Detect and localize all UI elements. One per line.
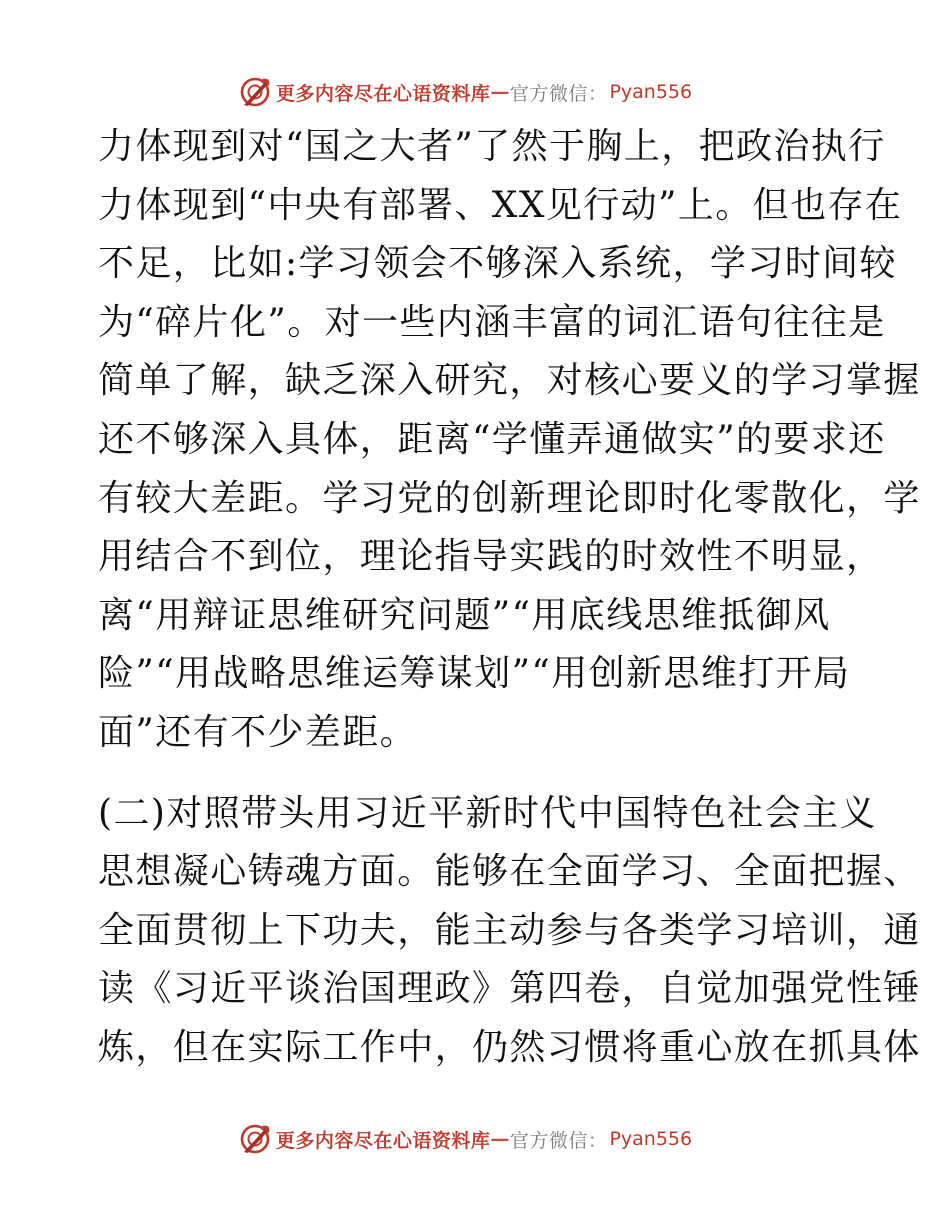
- watermark-main-text: 更多内容尽在心语资料库: [275, 82, 491, 105]
- document-body: [98, 118, 921, 1078]
- text-line: 读《习近平谈治国理政》第四卷，自觉加强党性锤: [98, 968, 921, 1010]
- text-line: 离“用辩证思维研究问题”“用底线思维抵御风: [98, 594, 831, 636]
- text-line: 思想凝心铸魂方面。能够在全面学习、全面把握、: [98, 851, 921, 893]
- watermark-main-text: 更多内容尽在心语资料库: [275, 1129, 491, 1152]
- footer-watermark: [0, 1119, 950, 1159]
- paragraph-2: [98, 785, 921, 1078]
- watermark-dash: —: [490, 1128, 510, 1150]
- quill-logo-icon: [238, 1122, 272, 1156]
- paragraph-spacer: [98, 763, 858, 785]
- text-line: 力体现到对“国之大者”了然于胸上，把政治执行: [98, 126, 886, 167]
- text-line: 炼，但在实际工作中，仍然习惯将重心放在抓具体: [98, 1026, 921, 1068]
- text-line: 用结合不到位，理论指导实践的时效性不明显，: [98, 536, 884, 578]
- text-line: 还不够深入具体，距离“学懂弄通做实”的要求还: [98, 418, 886, 460]
- watermark-sub-text: 官方微信：: [509, 1129, 608, 1152]
- section-heading-line: (二)对照带头用习近平新时代中国特色社会主义: [98, 792, 877, 834]
- text-line: 为“碎片化”。对一些内涵丰富的词汇语句往往是: [98, 301, 886, 343]
- text-line: 面”还有不少差距。: [98, 711, 418, 753]
- text-line: 有较大差距。学习党的创新理论即时化零散化，学: [98, 477, 921, 519]
- watermark-wechat-id: Pyan556: [609, 1128, 693, 1150]
- text-line: 险”“用战略思维运筹谋划”“用创新思维打开局: [98, 653, 851, 695]
- text-line: 力体现到“中央有部署、XX见行动”上。但也存在: [98, 184, 903, 226]
- header-watermark: [0, 72, 950, 112]
- watermark-wechat-id: Pyan556: [609, 81, 693, 103]
- text-line: 简单了解，缺乏深入研究，对核心要义的学习掌握: [98, 360, 921, 402]
- text-line: 全面贯彻上下功夫，能主动参与各类学习培训，通: [98, 909, 921, 951]
- watermark-sub-text: 官方微信：: [509, 82, 608, 105]
- text-line: 不足，比如:学习领会不够深入系统，学习时间较: [98, 243, 897, 285]
- quill-logo-icon: [238, 75, 272, 109]
- paragraph-1: [98, 118, 921, 763]
- watermark-dash: —: [490, 81, 510, 103]
